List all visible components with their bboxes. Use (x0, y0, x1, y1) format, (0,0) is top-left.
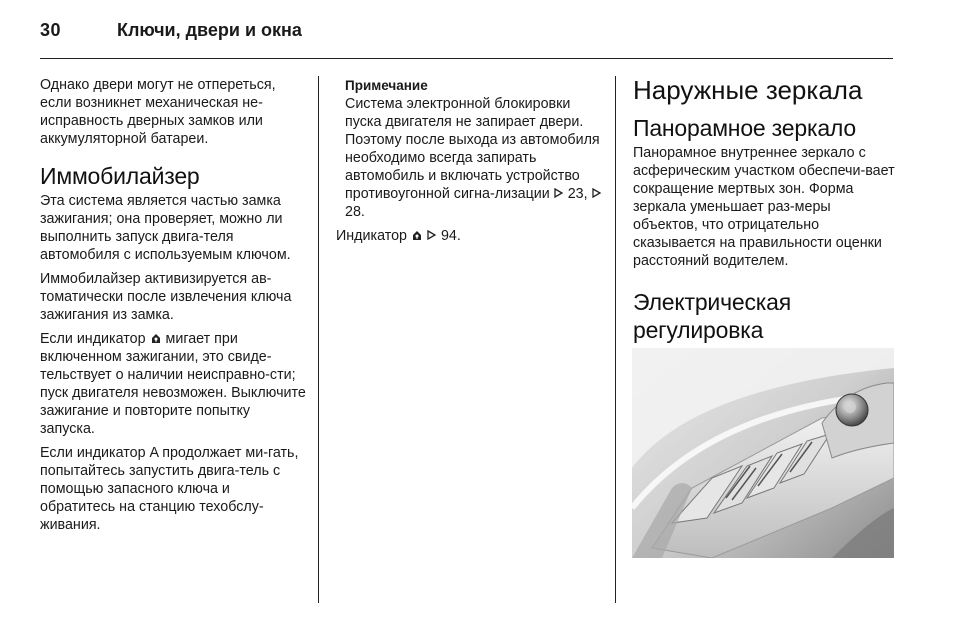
page-ref-arrow-icon (592, 187, 602, 199)
page-ref-arrow-icon (427, 229, 437, 241)
intro-paragraph: Однако двери могут не отпереться, если возникнет механическая не-исправность дверных замков или аккумуляторной батареи. (40, 77, 276, 147)
immobilizer-paragraph-4: Если индикатор A продолжает ми-гать, попытайтесь запустить двига-тель с помощью запасного ключа и обратитесь на станцию техобслу-живания. (40, 445, 299, 533)
note-ref-1[interactable]: 23, (567, 186, 588, 202)
column-right (633, 74, 895, 344)
door-controls-illustration (632, 348, 894, 558)
indicator-lead: Индикатор (336, 228, 407, 244)
column-middle (336, 76, 602, 251)
immobilizer-paragraph-2: Иммобилайзер активизируется ав-томатически после извлечения ключа зажигания из замка. (40, 271, 292, 323)
indicator-paragraph (336, 227, 602, 245)
heading-exterior-mirrors: Наружные зеркала (633, 75, 863, 105)
note-body: Система электронной блокировки пуска двигателя не запирает двери. Поэтому после выхода из автомобиля необходимо всегда запирать автомобиль и включать устройство противоугонной сигна-лизации (345, 96, 600, 202)
p3-lead: Если индикатор (40, 331, 146, 347)
immobilizer-icon (150, 332, 162, 344)
page-ref-arrow-icon (554, 187, 564, 199)
immobilizer-paragraph-3 (40, 330, 308, 438)
page-number: 30 (40, 20, 62, 40)
immobilizer-paragraph-1: Эта система является частью замка зажигания; она проверяет, можно ли выполнить запуск двига-теля автомобиля с используемым ключом. (40, 193, 291, 263)
column-left (40, 76, 308, 540)
heading-electric-adjustment: Электрическая регулировка (633, 289, 791, 343)
p3-rest: мигает при включенном зажигании, это свиде-тельствует о наличии неисправно-сти; пуск двигателя невозможен. Выключите зажигание и повторите попытку запуска. (40, 331, 306, 437)
column-divider-left (318, 76, 319, 603)
note-text (345, 95, 602, 221)
heading-immobilizer: Иммобилайзер (40, 163, 200, 189)
indicator-ref[interactable]: 94. (440, 228, 461, 244)
door-controls-photo (632, 348, 894, 558)
note-block (336, 78, 602, 221)
immobilizer-icon (411, 229, 423, 241)
section-title: Ключи, двери и окна (117, 20, 302, 40)
note-label: Примечание (345, 78, 428, 93)
column-divider-right (615, 76, 616, 603)
heading-panoramic-mirror: Панорамное зеркало (633, 115, 856, 141)
panoramic-paragraph: Панорамное внутреннее зеркало с асферическим участком обеспечи-вает сокращение мертвых зон. Форма зеркала уменьшает раз-меры объектов, что отрицательно сказывается на правильности оценки расстояний водителем. (633, 145, 895, 269)
note-ref-2[interactable]: 28. (345, 204, 365, 220)
header-rule (40, 58, 893, 59)
